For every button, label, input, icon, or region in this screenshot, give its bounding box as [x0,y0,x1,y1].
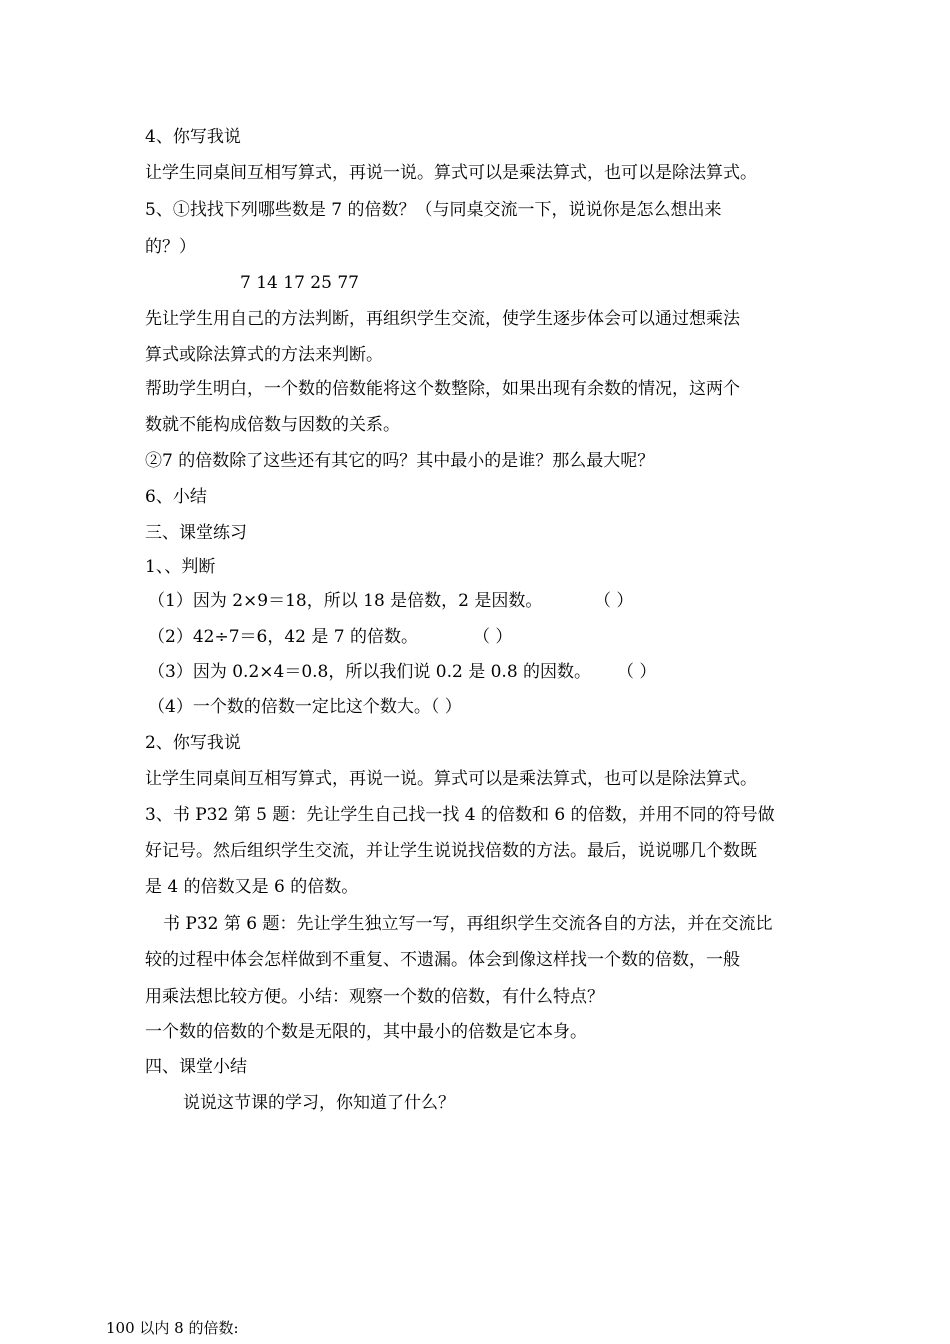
judgement-item-text: （2）42÷7＝6，42 是 7 的倍数。 [148,627,418,647]
paragraph: 数就不能构成倍数与因数的关系。 [145,415,400,435]
paragraph: 先让学生用自己的方法判断，再组织学生交流，使学生逐步体会可以通过想乘法 [145,309,740,329]
answer-parentheses: （ ） [473,627,513,647]
subsection-heading-1: 1、、判断 [145,557,216,577]
paragraph: 好记号。然后组织学生交流，并让学生说说找倍数的方法。最后，说说哪几个数既 [145,841,757,861]
section-heading-4: 4、你写我说 [145,127,241,147]
section-heading-6: 6、小结 [145,487,207,507]
subsection-heading-2: 2、你写我说 [145,733,241,753]
judgement-item-3 [148,661,591,683]
footer-note: 100 以内 8 的倍数: [106,1319,239,1337]
question-5-2: ②7 的倍数除了这些还有其它的吗？其中最小的是谁？那么最大呢？ [145,451,655,471]
question-5-1-cont: 的？） [145,237,196,257]
paragraph: 3、书 P32 第 5 题：先让学生自己找一找 4 的倍数和 6 的倍数，并用不同的符号做 [145,805,775,825]
judgement-item-text: （3）因为 0.2×4＝0.8，所以我们说 0.2 是 0.8 的因数。 [148,662,592,682]
judgement-item-4: （4）一个数的倍数一定比这个数大。（ ） [148,697,462,717]
judgement-item-text: （1）因为 2×9＝18，所以 18 是倍数，2 是因数。 [148,591,543,611]
paragraph: 是 4 的倍数又是 6 的倍数。 [145,877,359,897]
judgement-item-1 [148,590,542,612]
section-heading-3: 三、课堂练习 [145,523,247,543]
paragraph: 书 P32 第 6 题：先让学生独立写一写，再组织学生交流各自的方法，并在交流比 [163,914,773,934]
paragraph: 一个数的倍数的个数是无限的，其中最小的倍数是它本身。 [145,1022,587,1042]
paragraph: 较的过程中体会怎样做到不重复、不遗漏。体会到像这样找一个数的倍数，一般 [145,950,740,970]
paragraph: 算式或除法算式的方法来判断。 [145,345,383,365]
judgement-item-2 [148,626,418,648]
question-5-1: 5、①找找下列哪些数是 7 的倍数？（与同桌交流一下，说说你是怎么想出来 [145,200,722,220]
answer-parentheses: （ ） [617,662,657,682]
paragraph: 说说这节课的学习，你知道了什么？ [183,1093,455,1113]
number-list: 7 14 17 25 77 [240,273,359,293]
answer-parentheses: （ ） [594,591,634,611]
paragraph: 帮助学生明白，一个数的倍数能将这个数整除，如果出现有余数的情况，这两个 [145,379,740,399]
section-heading-4-summary: 四、课堂小结 [145,1057,247,1077]
paragraph: 让学生同桌间互相写算式，再说一说。算式可以是乘法算式，也可以是除法算式。 [145,769,757,789]
paragraph: 用乘法想比较方便。小结：观察一个数的倍数，有什么特点？ [145,987,604,1007]
paragraph: 让学生同桌间互相写算式，再说一说。算式可以是乘法算式，也可以是除法算式。 [145,163,757,183]
